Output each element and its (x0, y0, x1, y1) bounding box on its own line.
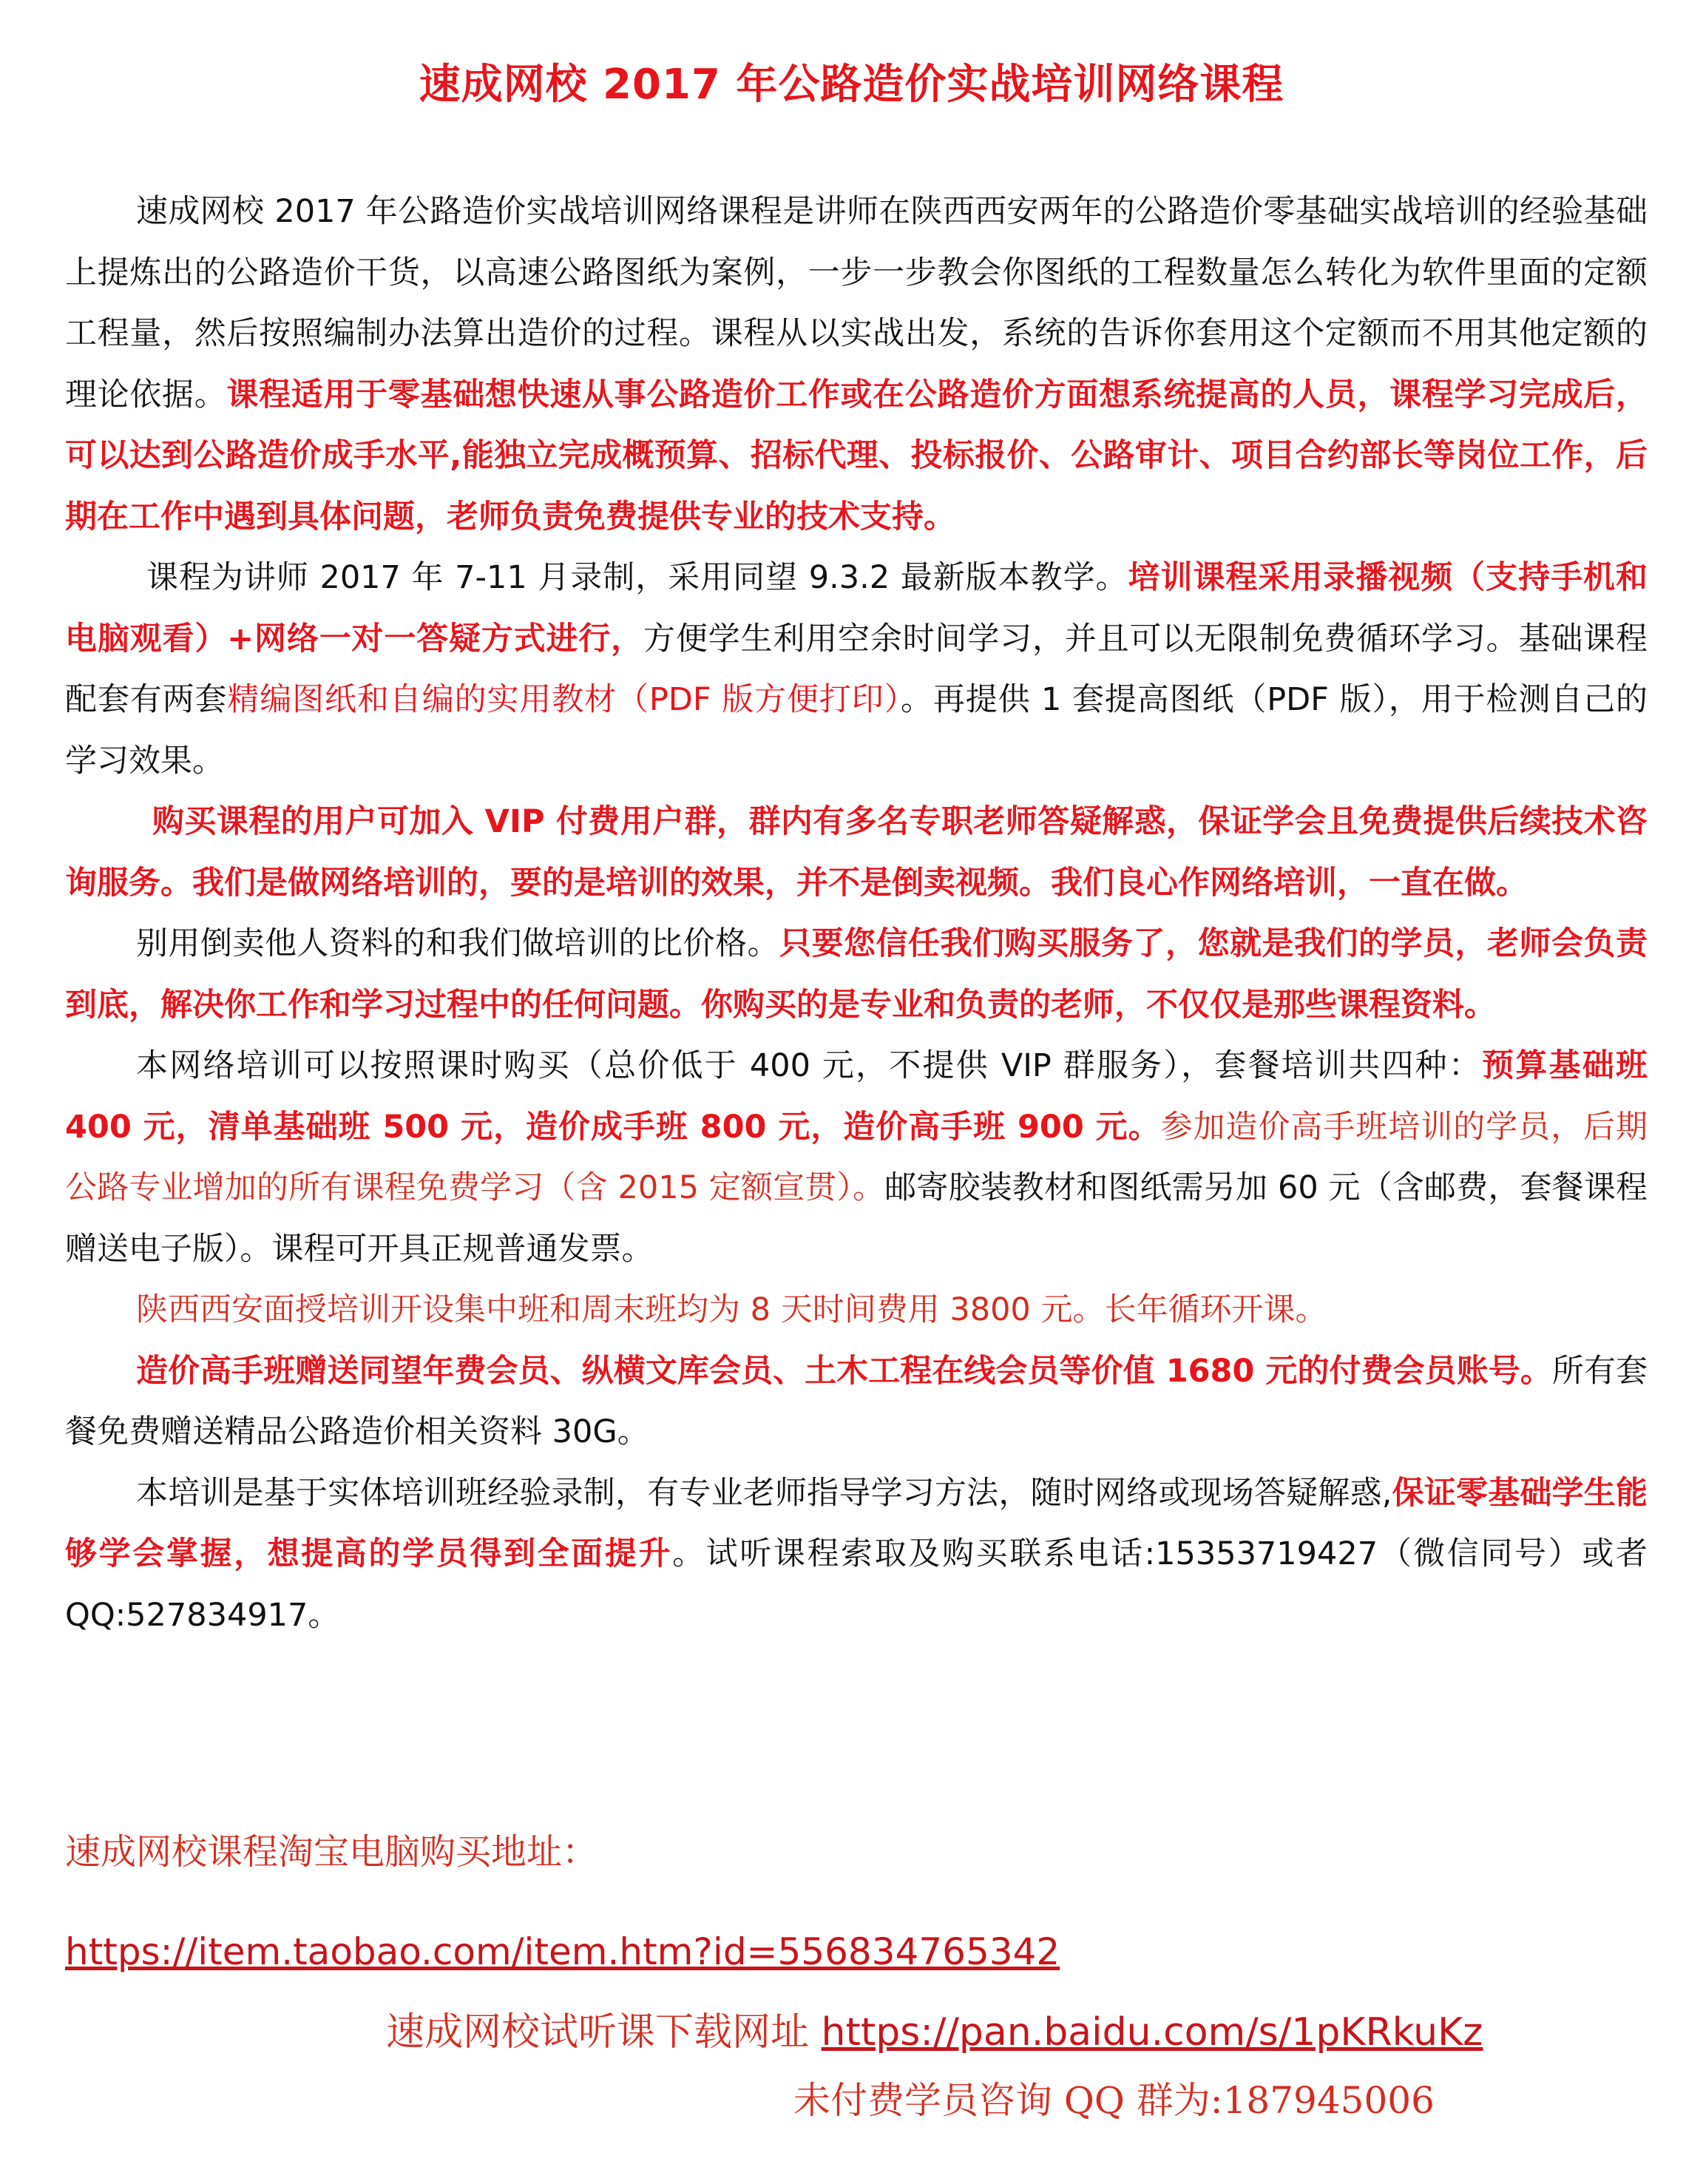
recording-text-2: 方便学生利用空余时间学习，并且可以无限制免费循环学习。基础课程配套有两套 (65, 620, 1648, 718)
taobao-label: 速成网校课程淘宝电脑购买地址： (65, 1831, 598, 1873)
trial-label: 速成网校试听课下载网址 (386, 2010, 822, 2055)
packages-text-2: 邮寄胶装教材和图纸需另加 60 元（含邮费，套餐课程赠送电子版）。课程可开具正规普通发票。 (65, 1169, 1648, 1268)
paragraph-intro (65, 181, 1648, 547)
recording-text: 课程为讲师 2017 年 7-11 月录制，采用同望 9.3.2 最新版本教学。 (146, 559, 1128, 596)
trial-download (386, 2001, 1483, 2056)
vip-highlight: 购买课程的用户可加入 VIP 付费用户群，群内有多名专职老师答疑解惑，保证学会且免费提供后续技术咨询服务。我们是做网络培训的，要的是培训的效果，并不是倒卖视频。我们良心作网络培训，一直在做。 (65, 803, 1648, 902)
packages-prices: 预算基础班 400 元，清单基础班 500 元，造价成手班 800 元，造价高手班 900 元。 (65, 1047, 1648, 1146)
gifts-highlight: 造价高手班赠送同望年费会员、纵横文库会员、土木工程在线会员等价值 1680 元的付费会员账号。 (136, 1352, 1552, 1390)
price-note-text: 别用倒卖他人资料的和我们做培训的比价格。 (136, 925, 779, 962)
packages-bonus: 参加造价高手班培训的学员，后期公路专业增加的所有课程免费学习（含 2015 定额宣贯）。 (65, 1108, 1648, 1206)
intro-highlight: 课程适用于零基础想快速从事公路造价工作或在公路造价方面想系统提高的人员，课程学习完成后，可以达到公路造价成手水平,能独立完成概预算、招标代理、投标报价、公路审计、项目合约部长等岗位工作，后期在工作中遇到具体问题，老师负责免费提供专业的技术支持。 (65, 376, 1648, 535)
intro-text: 速成网校 2017 年公路造价实战培训网络课程是讲师在陕西西安两年的公路造价零基础实战培训的经验基础上提炼出的公路造价干货，以高速公路图纸为案例，一步一步教会你图纸的工程数量怎么转化为软件里面的定额工程量，然后按照编制办法算出造价的过程。课程从以实战出发，系统的告诉你套用这个定额而不用其他定额的理论依据。 (65, 193, 1648, 413)
paragraph-gifts (65, 1341, 1648, 1463)
contact-highlight: 保证零基础学生能够学会掌握，想提高的学员得到全面提升 (65, 1474, 1648, 1572)
paragraph-vip (65, 791, 1648, 913)
trial-link[interactable]: https://pan.baidu.com/s/1pKRkuKz (821, 2010, 1483, 2055)
document-body (65, 181, 1648, 1646)
paragraph-recording (65, 547, 1648, 791)
paragraph-onsite (65, 1279, 1648, 1341)
contact-text: 本培训是基于实体培训班经验录制，有专业老师指导学习方法，随时网络或现场答疑解惑, (136, 1474, 1392, 1512)
paragraph-contact (65, 1463, 1648, 1646)
page-title: 速成网校 2017 年公路造价实战培训网络课程 (419, 61, 1284, 109)
recording-text-3: 。再提供 1 套提高图纸（PDF 版），用于检测自己的学习效果。 (65, 681, 1648, 780)
recording-highlight: 培训课程采用录播视频（支持手机和电脑观看）+网络一对一答疑方式进行， (65, 559, 1648, 657)
contact-text-2: 。试听课程索取及购买联系电话:15353719427（微信同号）或者 QQ:527834917。 (65, 1535, 1648, 1634)
gifts-text: 所有套餐免费赠送精品公路造价相关资料 30G。 (65, 1352, 1648, 1450)
paragraph-price-note (65, 913, 1648, 1035)
paragraph-packages (65, 1035, 1648, 1279)
packages-text: 本网络培训可以按照课时购买（总价低于 400 元，不提供 VIP 群服务），套餐培训共四种： (136, 1047, 1483, 1084)
price-note-highlight: 只要您信任我们购买服务了，您就是我们的学员，老师会负责到底，解决你工作和学习过程中的任何问题。你购买的是专业和负责的老师，不仅仅是那些课程资料。 (65, 925, 1648, 1024)
onsite-text: 陕西西安面授培训开设集中班和周末班均为 8 天时间费用 3800 元。长年循环开课。 (136, 1291, 1327, 1328)
qq-group-info: 未付费学员咨询 QQ 群为:187945006 (793, 2079, 1435, 2122)
taobao-link[interactable]: https://item.taobao.com/item.htm?id=556834765342 (65, 1930, 1060, 1973)
materials-highlight: 精编图纸和自编的实用教材（PDF 版方便打印） (227, 681, 901, 718)
